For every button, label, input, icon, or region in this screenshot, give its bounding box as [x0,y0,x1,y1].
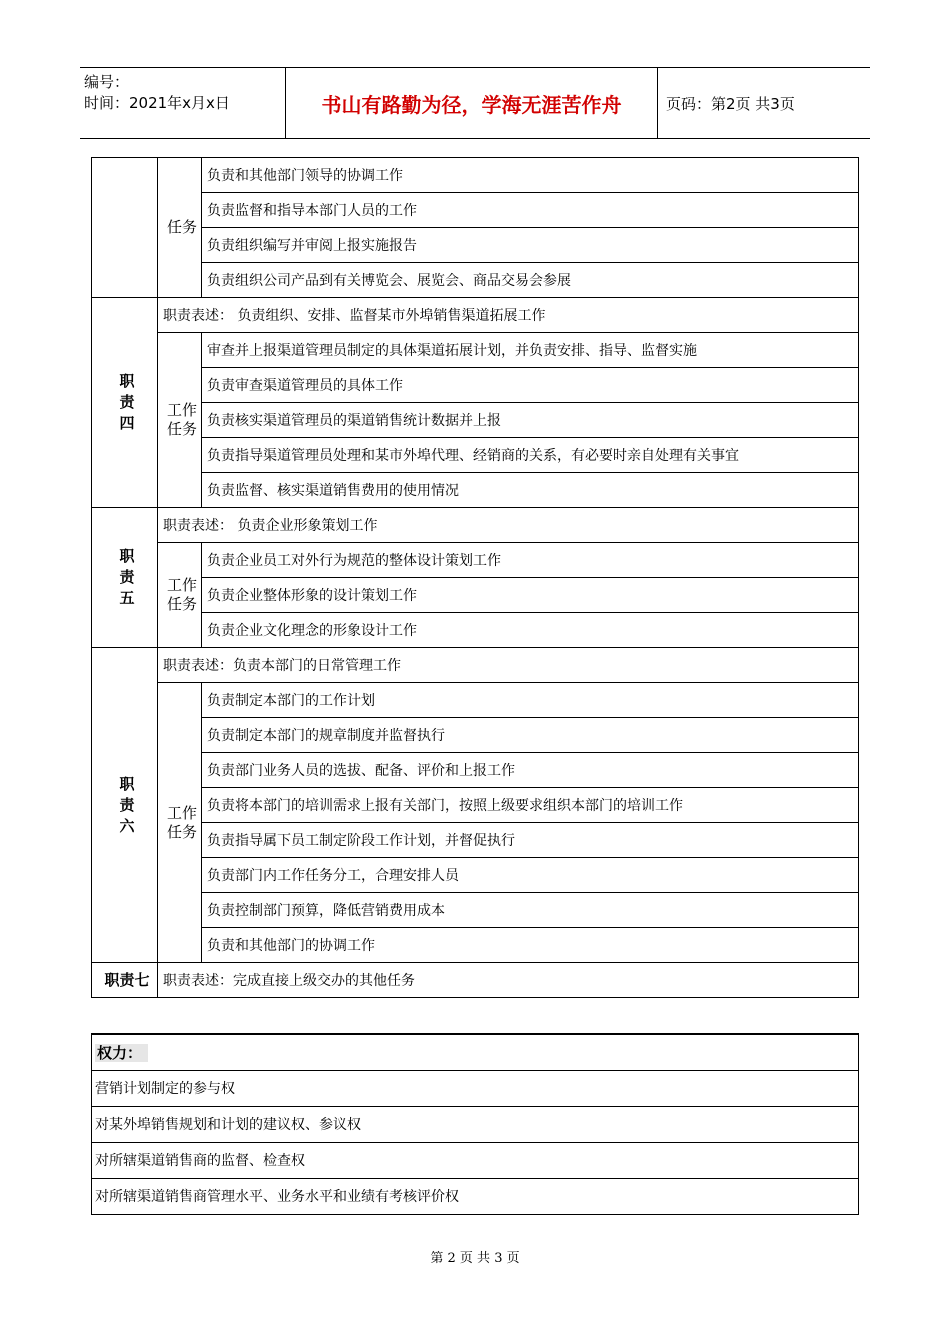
task-item: 负责企业员工对外行为规范的整体设计策划工作 [202,543,859,578]
task-label: 任务 [158,158,202,298]
task-row [92,788,859,823]
header-meta [80,68,285,138]
task-row [92,473,859,508]
serial-label: 编号： [84,73,130,91]
task-item: 负责审查渠道管理员的具体工作 [202,368,859,403]
task-item: 负责制定本部门的工作计划 [202,683,859,718]
task-item: 负责监督和指导本部门人员的工作 [202,193,859,228]
task-item: 负责企业整体形象的设计策划工作 [202,578,859,613]
duty-description: 职责表述：负责本部门的日常管理工作 [158,648,859,683]
duty-desc-row [92,508,859,543]
task-item: 负责企业文化理念的形象设计工作 [202,613,859,648]
power-item: 营销计划制定的参与权 [92,1070,859,1106]
task-row [92,753,859,788]
duty-desc-row [92,648,859,683]
task-item: 负责控制部门预算，降低营销费用成本 [202,893,859,928]
task-row [92,193,859,228]
power-header-row [92,1034,859,1070]
duty-table [91,157,859,998]
page-footer: 第 2 页 共 3 页 [430,1251,520,1266]
task-row [92,368,859,403]
task-label: 工作 任务 [158,543,202,648]
power-row [92,1070,859,1106]
task-row [92,858,859,893]
task-item: 负责制定本部门的规章制度并监督执行 [202,718,859,753]
task-item: 负责和其他部门领导的协调工作 [202,158,859,193]
duty-title: 职 责 四 [92,298,158,508]
power-item: 对某外埠销售规划和计划的建议权、参议权 [92,1106,859,1142]
power-title: 权力： [95,1044,148,1062]
power-item: 对所辖渠道销售商管理水平、业务水平和业绩有考核评价权 [92,1178,859,1214]
duty-description: 职责表述： 负责组织、安排、监督某市外埠销售渠道拓展工作 [158,298,859,333]
task-row [92,683,859,718]
duty-title [92,158,158,298]
header-motto: 书山有路勤为径，学海无涯苦作舟 [285,68,658,138]
duty-title: 职 责 六 [92,648,158,963]
duty-title: 职责七 [92,963,158,998]
task-row [92,263,859,298]
task-row [92,158,859,193]
task-item: 负责监督、核实渠道销售费用的使用情况 [202,473,859,508]
task-label: 工作 任务 [158,333,202,508]
power-row [92,1178,859,1214]
power-table [91,1033,859,1215]
task-item: 负责指导渠道管理员处理和某市外埠代理、经销商的关系，有必要时亲自处理有关事宜 [202,438,859,473]
task-item: 负责组织编写并审阅上报实施报告 [202,228,859,263]
task-item: 负责组织公司产品到有关博览会、展览会、商品交易会参展 [202,263,859,298]
task-row [92,718,859,753]
task-row [92,928,859,963]
task-item: 负责指导属下员工制定阶段工作计划，并督促执行 [202,823,859,858]
duty-title: 职 责 五 [92,508,158,648]
power-row [92,1106,859,1142]
task-item: 负责部门业务人员的选拔、配备、评价和上报工作 [202,753,859,788]
task-row [92,613,859,648]
task-row [92,543,859,578]
power-item: 对所辖渠道销售商的监督、检查权 [92,1142,859,1178]
task-row [92,578,859,613]
task-row [92,228,859,263]
duty-desc-row [92,298,859,333]
task-row [92,893,859,928]
task-row [92,333,859,368]
time-label: 时间：2021年x月x日 [84,94,230,112]
task-row [92,438,859,473]
task-label: 工作 任务 [158,683,202,963]
task-row [92,403,859,438]
duty-desc-row [92,963,859,998]
header-page-number: 页码：第2页 共3页 [666,94,795,113]
task-item: 负责将本部门的培训需求上报有关部门，按照上级要求组织本部门的培训工作 [202,788,859,823]
duty-description: 职责表述： 负责企业形象策划工作 [158,508,859,543]
task-item: 负责核实渠道管理员的渠道销售统计数据并上报 [202,403,859,438]
duty-description: 职责表述：完成直接上级交办的其他任务 [158,963,859,998]
task-item: 负责和其他部门的协调工作 [202,928,859,963]
page-header [80,67,870,139]
task-item: 负责部门内工作任务分工，合理安排人员 [202,858,859,893]
task-row [92,823,859,858]
task-item: 审查并上报渠道管理员制定的具体渠道拓展计划，并负责安排、指导、监督实施 [202,333,859,368]
power-row [92,1142,859,1178]
